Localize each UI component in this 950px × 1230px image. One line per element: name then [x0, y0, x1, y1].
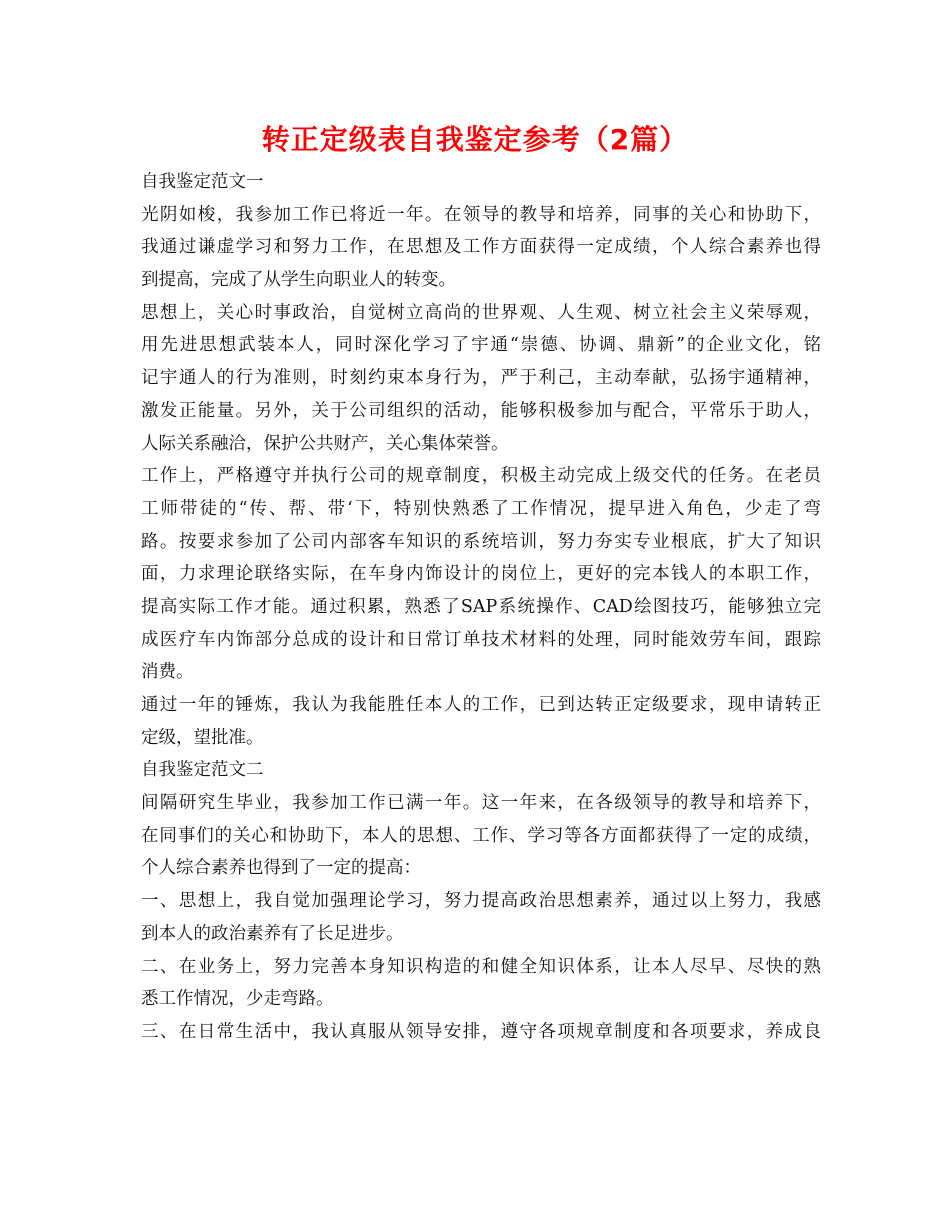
text-line: 思想上，关心时事政治，自觉树立高尚的世界观、人生观、树立社会主义荣辱观，	[141, 302, 821, 323]
text-line: 悉工作情况，少走弯路。	[141, 989, 334, 1010]
section-heading: 自我鉴定范文二	[141, 760, 264, 781]
text-line: 用先进思想武装本人，同时深化学习了宇通“崇德、协调、鼎新”的企业文化，铭	[141, 335, 821, 356]
text-line: 光阴如梭，我参加工作已将近一年。在领导的教导和培养，同事的关心和协助下，	[141, 204, 821, 225]
paragraph	[141, 297, 821, 460]
document-body	[141, 166, 821, 1049]
text-line: 工师带徒的“传、帮、带‘下，特别快熟悉了工作情况，提早进入角色，少走了弯	[141, 498, 821, 519]
text-line: 在同事们的关心和协助下，本人的思想、工作、学习等各方面都获得了一定的成绩，	[141, 825, 821, 846]
text-line: 消费。	[141, 662, 194, 683]
paragraph	[141, 689, 821, 754]
text-line: 定级，望批准。	[141, 727, 264, 748]
text-line: 到本人的政治素养有了长足进步。	[141, 923, 404, 944]
text-line: 人际关系融洽，保护公共财产，关心集体荣誉。	[141, 433, 509, 454]
paragraph	[141, 951, 821, 1016]
section-heading: 自我鉴定范文一	[141, 172, 264, 192]
paragraph	[141, 787, 821, 885]
paragraph	[141, 460, 821, 689]
text-line: 成医疗车内饰部分总成的设计和日常订单技术材料的处理，同时能效劳车间，跟踪	[141, 629, 821, 650]
paragraph	[141, 754, 821, 787]
text-line: 间隔研究生毕业，我参加工作已满一年。这一年来，在各级领导的教导和培养下，	[141, 793, 821, 814]
document-title: 转正定级表自我鉴定参考（2篇）	[261, 123, 689, 156]
text-line: 个人综合素养也得到了一定的提高：	[141, 858, 421, 879]
text-line: 通过一年的锤炼，我认为我能胜任本人的工作，已到达转正定级要求，现申请转正	[141, 695, 821, 715]
text-line: 面，力求理论联络实际，在车身内饰设计的岗位上，更好的完本钱人的本职工作，	[141, 564, 821, 585]
text-line: 激发正能量。另外，关于公司组织的活动，能够积极参加与配合，平常乐于助人，	[141, 400, 821, 421]
text-line: 记宇通人的行为准则，时刻约束本身行为，严于利己，主动奉献，弘扬宇通精神，	[141, 368, 821, 389]
text-line: 到提高，完成了从学生向职业人的转变。	[141, 270, 456, 291]
text-line: 提高实际工作才能。通过积累，熟悉了SAP系统操作、CAD绘图技巧，能够独立完	[141, 596, 821, 617]
text-line: 二、在业务上，努力完善本身知识构造的和健全知识体系，让本人尽早、尽快的熟	[141, 956, 821, 977]
paragraph	[141, 1016, 821, 1049]
text-line: 路。按要求参加了公司内部客车知识的系统培训，努力夯实专业根底，扩大了知识	[141, 531, 821, 552]
paragraph	[141, 885, 821, 950]
text-line: 三、在日常生活中，我认真服从领导安排，遵守各项规章制度和各项要求，养成良	[141, 1021, 821, 1042]
text-line: 我通过谦虚学习和努力工作，在思想及工作方面获得一定成绩，个人综合素养也得	[141, 237, 821, 258]
paragraph	[141, 166, 821, 199]
text-line: 一、思想上，我自觉加强理论学习，努力提高政治思想素养，通过以上努力，我感	[141, 891, 821, 912]
text-line: 工作上，严格遵守并执行公司的规章制度，积极主动完成上级交代的任务。在老员	[141, 466, 821, 487]
paragraph	[141, 199, 821, 297]
